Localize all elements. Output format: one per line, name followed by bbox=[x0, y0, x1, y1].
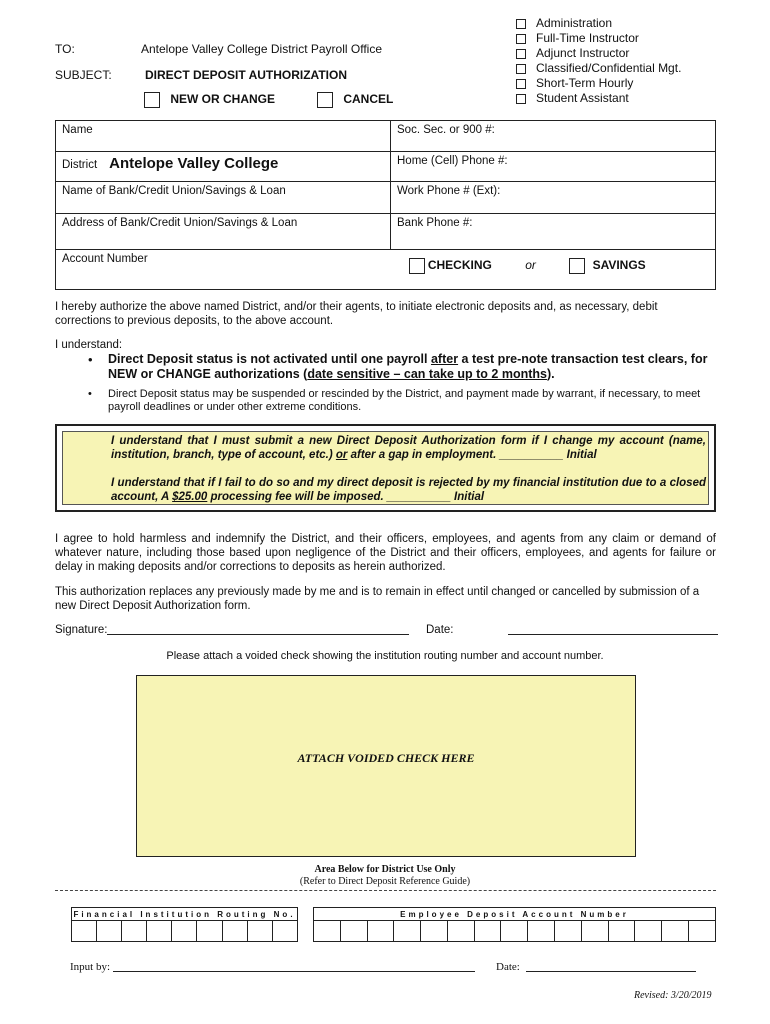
routing-digit-box[interactable] bbox=[172, 921, 197, 942]
routing-digit-box[interactable] bbox=[197, 921, 222, 942]
account-digit-box[interactable] bbox=[447, 921, 474, 942]
acknowledgement-box bbox=[55, 424, 716, 512]
account-digit-box[interactable] bbox=[501, 921, 528, 942]
home-phone-field[interactable]: Home (Cell) Phone #: bbox=[391, 152, 716, 182]
account-digit-box[interactable] bbox=[474, 921, 501, 942]
date-label: Date: bbox=[426, 624, 454, 636]
cancel-label: CANCEL bbox=[343, 92, 394, 107]
attach-instruction: Please attach a voided check showing the institution routing number and account number. bbox=[166, 650, 604, 662]
category-checkbox[interactable] bbox=[516, 79, 526, 89]
account-digit-box[interactable] bbox=[608, 921, 635, 942]
account-digit-box[interactable] bbox=[581, 921, 608, 942]
category-short-term[interactable]: Short-Term Hourly bbox=[516, 76, 633, 91]
new-or-change-checkbox[interactable] bbox=[144, 92, 160, 108]
account-digit-box[interactable] bbox=[340, 921, 367, 942]
account-type-field bbox=[391, 250, 716, 290]
authorize-text: I hereby authorize the above named District, and/or their agents, to initiate electronic deposits and, as necessary, debit corrections to previous deposits, to the above account. bbox=[55, 301, 658, 327]
account-digit-box[interactable] bbox=[421, 921, 448, 942]
or-text: or bbox=[525, 258, 536, 273]
work-phone-field[interactable]: Work Phone # (Ext): bbox=[391, 182, 716, 214]
cancel-option[interactable] bbox=[317, 92, 393, 108]
input-date-line[interactable] bbox=[526, 971, 696, 972]
routing-digit-box[interactable] bbox=[97, 921, 122, 942]
account-digit-box[interactable] bbox=[635, 921, 662, 942]
bullet-1: Direct Deposit status is not activated until one payroll after a test pre-note transaction test clears, for NEW or CHANGE authorizations (date sensitive – can take up to 2 months). bbox=[108, 352, 708, 381]
bank-phone-field[interactable]: Bank Phone #: bbox=[391, 214, 716, 250]
signature-line[interactable] bbox=[107, 634, 409, 635]
account-digit-box[interactable] bbox=[688, 921, 715, 942]
name-field[interactable]: Name bbox=[56, 121, 391, 152]
understand-label: I understand: bbox=[55, 339, 123, 351]
category-student[interactable]: Student Assistant bbox=[516, 91, 629, 106]
district-use-heading: Area Below for District Use Only bbox=[314, 864, 456, 875]
account-digit-box[interactable] bbox=[528, 921, 555, 942]
routing-digit-box[interactable] bbox=[272, 921, 297, 942]
voided-check-area bbox=[136, 675, 636, 857]
bullet-dot: • bbox=[88, 352, 93, 367]
date-line[interactable] bbox=[508, 634, 718, 635]
cancel-checkbox[interactable] bbox=[317, 92, 333, 108]
routing-digit-box[interactable] bbox=[222, 921, 247, 942]
replaces-text: This authorization replaces any previously made by me and is to remain in effect until changed or cancelled by submission of a new Direct Deposit Authorization form. bbox=[55, 586, 700, 612]
to-label: TO: bbox=[55, 42, 75, 56]
routing-number-grid bbox=[71, 907, 298, 942]
district-value: Antelope Valley College bbox=[109, 155, 279, 172]
account-digit-box[interactable] bbox=[662, 921, 689, 942]
category-full-time[interactable]: Full-Time Instructor bbox=[516, 31, 639, 46]
account-number-grid bbox=[313, 907, 716, 942]
category-adjunct[interactable]: Adjunct Instructor bbox=[516, 46, 629, 61]
bank-name-field[interactable]: Name of Bank/Credit Union/Savings & Loan bbox=[56, 182, 391, 214]
account-number-field[interactable]: Account Number bbox=[56, 250, 391, 290]
to-value: Antelope Valley College District Payroll Office bbox=[141, 42, 382, 56]
bank-address-field[interactable]: Address of Bank/Credit Union/Savings & Loan bbox=[56, 214, 391, 250]
savings-option[interactable]: SAVINGS bbox=[569, 258, 645, 272]
dashed-divider bbox=[55, 890, 716, 891]
district-field: District Antelope Valley College bbox=[56, 152, 391, 182]
category-administration[interactable]: Administration bbox=[516, 16, 612, 31]
routing-digit-box[interactable] bbox=[147, 921, 172, 942]
employee-info-table bbox=[55, 120, 716, 290]
category-checkbox[interactable] bbox=[516, 49, 526, 59]
revised-date: Revised: 3/20/2019 bbox=[634, 990, 712, 1001]
account-digit-box[interactable] bbox=[367, 921, 394, 942]
input-date-label: Date: bbox=[496, 961, 520, 973]
routing-digit-box[interactable] bbox=[122, 921, 147, 942]
subject-value: DIRECT DEPOSIT AUTHORIZATION bbox=[145, 68, 347, 82]
new-or-change-option[interactable] bbox=[144, 92, 275, 108]
subject-label: SUBJECT: bbox=[55, 68, 112, 82]
checking-option[interactable]: CHECKING bbox=[409, 258, 492, 272]
input-by-line[interactable] bbox=[113, 971, 475, 972]
routing-digit-box[interactable] bbox=[247, 921, 272, 942]
bullet-2: Direct Deposit status may be suspended or rescinded by the District, and payment made by warrant, if necessary, to meet payroll deadlines or under other extreme conditions. bbox=[108, 388, 701, 413]
ssn-field[interactable]: Soc. Sec. or 900 #: bbox=[391, 121, 716, 152]
routing-digit-box[interactable] bbox=[72, 921, 97, 942]
category-checkbox[interactable] bbox=[516, 34, 526, 44]
district-use-reference: (Refer to Direct Deposit Reference Guide) bbox=[299, 876, 471, 887]
acknowledgement-1: I understand that I must submit a new Direct Deposit Authorization form if I change my account (name, institution, branch, type of account, etc.) or after a gap in employment. __________ Initial bbox=[111, 435, 706, 461]
category-checkbox[interactable] bbox=[516, 19, 526, 29]
attach-check-label: ATTACH VOIDED CHECK HERE bbox=[297, 751, 475, 765]
bullet-dot: • bbox=[88, 388, 92, 400]
checking-checkbox[interactable] bbox=[409, 258, 425, 274]
acknowledgement-2: I understand that if I fail to do so and my direct deposit is rejected by my financial institution due to a closed account, A $25.00 processing fee will be imposed. __________ Initial bbox=[111, 477, 706, 503]
routing-label: Financial Institution Routing No. bbox=[73, 909, 296, 919]
category-checkbox[interactable] bbox=[516, 64, 526, 74]
hold-harmless-text: I agree to hold harmless and indemnify the District, and their officers, employees, and agents from any claim or demand of whatever nature, including those based upon negligence of the District and their officers, employees, and agents for failure or delay in making deposits and/or corrections to deposits as herein authorized. bbox=[55, 533, 716, 573]
account-label: Employee Deposit Account Number bbox=[314, 908, 716, 921]
account-digit-box[interactable] bbox=[555, 921, 582, 942]
new-or-change-label: NEW OR CHANGE bbox=[170, 92, 276, 107]
category-checkbox[interactable] bbox=[516, 94, 526, 104]
signature-label: Signature: bbox=[55, 624, 108, 636]
category-classified[interactable]: Classified/Confidential Mgt. bbox=[516, 61, 681, 76]
account-digit-box[interactable] bbox=[314, 921, 341, 942]
savings-checkbox[interactable] bbox=[569, 258, 585, 274]
account-digit-box[interactable] bbox=[394, 921, 421, 942]
input-by-label: Input by: bbox=[70, 961, 111, 973]
